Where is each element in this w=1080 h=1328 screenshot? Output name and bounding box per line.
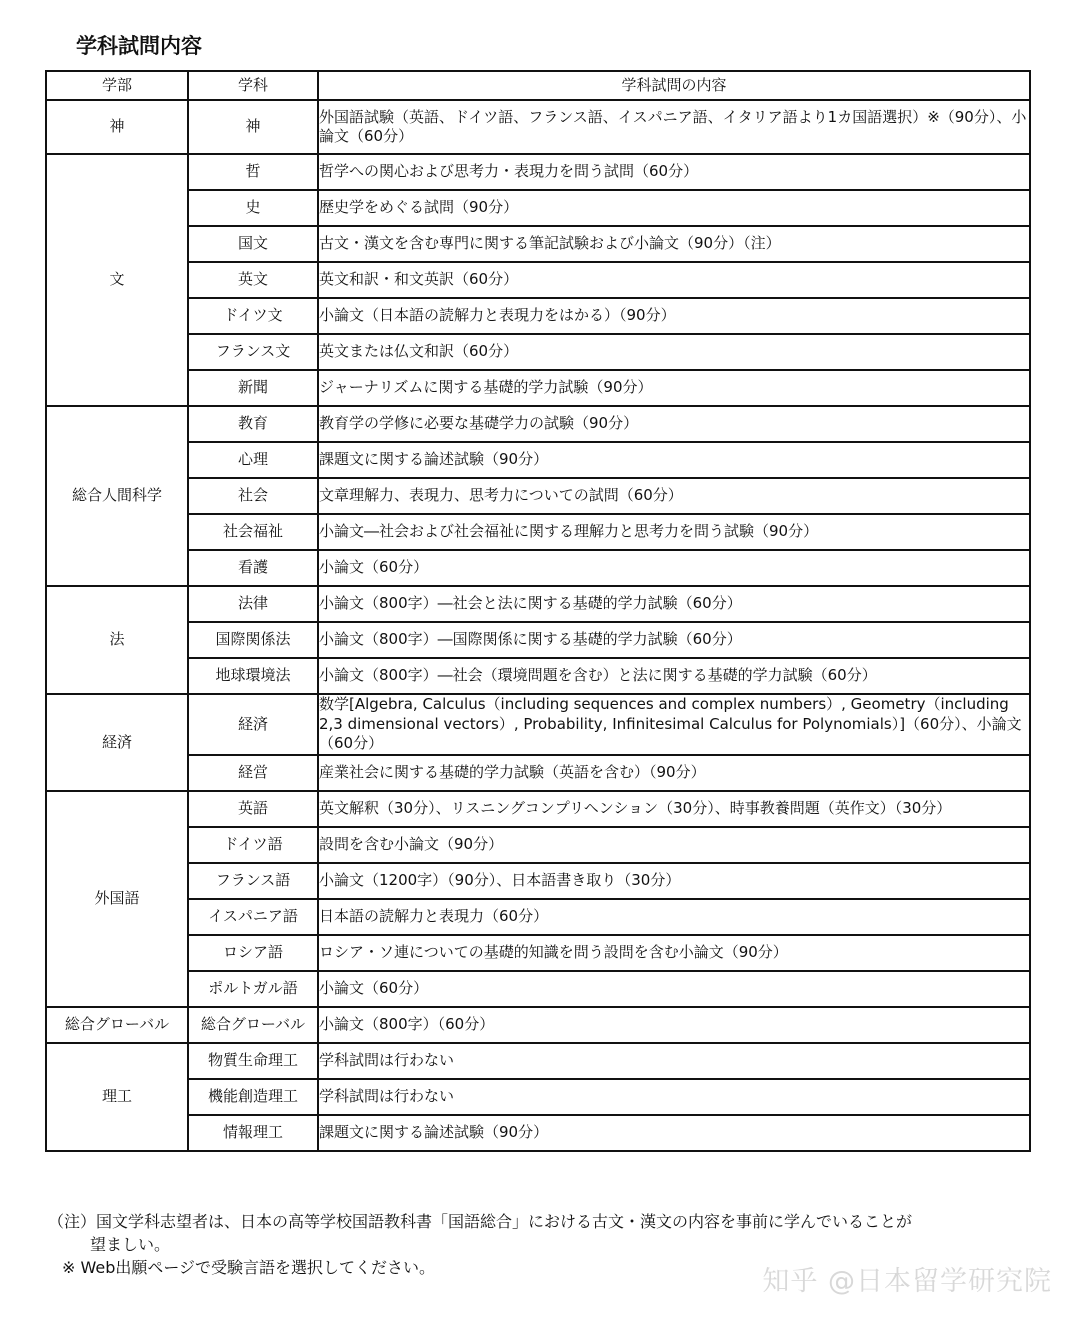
table-row: [46, 827, 1030, 863]
dept-cell: 新聞: [188, 370, 318, 406]
content-cell: 古文・漢文を含む専門に関する筆記試験および小論文（90分）（注）: [318, 226, 1030, 262]
table-row: [46, 791, 1030, 827]
dept-cell: ドイツ文: [188, 298, 318, 334]
header-dept: 学科: [188, 71, 318, 100]
table-row: [46, 971, 1030, 1007]
content-cell: 課題文に関する論述試験（90分）: [318, 442, 1030, 478]
table-row: [46, 190, 1030, 226]
table-row: [46, 935, 1030, 971]
table-row: [46, 442, 1030, 478]
faculty-cell: 理工: [46, 1043, 188, 1151]
dept-cell: 物質生命理工: [188, 1043, 318, 1079]
table-row: [46, 478, 1030, 514]
content-cell: 設問を含む小論文（90分）: [318, 827, 1030, 863]
faculty-cell: 外国語: [46, 791, 188, 1007]
dept-cell: 経営: [188, 755, 318, 791]
watermark: 知乎 @日本留学研究院: [762, 1266, 1052, 1297]
content-cell: 英文解釈（30分）、リスニングコンプリヘンション（30分）、時事教養問題（英作文）（30分）: [318, 791, 1030, 827]
header-faculty: 学部: [46, 71, 188, 100]
content-cell: ジャーナリズムに関する基礎的学力試験（90分）: [318, 370, 1030, 406]
dept-cell: フランス文: [188, 334, 318, 370]
table-row: [46, 755, 1030, 791]
faculty-cell: 経済: [46, 694, 188, 791]
note-web-application: ※ Web出願ページで受験言語を選択してください。: [62, 1258, 436, 1277]
dept-cell: 国文: [188, 226, 318, 262]
content-cell: 小論文（日本語の読解力と表現力をはかる）（90分）: [318, 298, 1030, 334]
content-cell: 教育学の学修に必要な基礎学力の試験（90分）: [318, 406, 1030, 442]
table-row: [46, 154, 1030, 190]
table-row: [46, 1079, 1030, 1115]
content-cell: 産業社会に関する基礎的学力試験（英語を含む）（90分）: [318, 755, 1030, 791]
table-row: [46, 694, 1030, 755]
content-cell: 小論文（800字）（60分）: [318, 1007, 1030, 1043]
note-kokubun: （注）国文学科志望者は、日本の高等学校国語教科書「国語総合」における古文・漢文の内容を事前に学んでいることが: [48, 1212, 913, 1231]
content-cell: 数学[Algebra, Calculus（including sequences and complex numbers）, Geometry（including 2,3 dimensional vectors）, Probability, Infinitesimal Calculus for Polynomials）]（60分）、小論文（60分）: [318, 694, 1030, 755]
content-cell: 文章理解力、表現力、思考力についての試問（60分）: [318, 478, 1030, 514]
header-row: [46, 71, 1030, 100]
table-row: [46, 1007, 1030, 1043]
dept-cell: イスパニア語: [188, 899, 318, 935]
faculty-cell: 神: [46, 100, 188, 154]
content-cell: 小論文―社会および社会福祉に関する理解力と思考力を問う試験（90分）: [318, 514, 1030, 550]
content-cell: 小論文（800字）―国際関係に関する基礎的学力試験（60分）: [318, 622, 1030, 658]
content-cell: 日本語の読解力と表現力（60分）: [318, 899, 1030, 935]
dept-cell: 国際関係法: [188, 622, 318, 658]
dept-cell: ドイツ語: [188, 827, 318, 863]
content-cell: 歴史学をめぐる試問（90分）: [318, 190, 1030, 226]
dept-cell: 英文: [188, 262, 318, 298]
dept-cell: フランス語: [188, 863, 318, 899]
table-row: [46, 899, 1030, 935]
table-row: [46, 1115, 1030, 1151]
dept-cell: ポルトガル語: [188, 971, 318, 1007]
dept-cell: 哲: [188, 154, 318, 190]
faculty-cell: 文: [46, 154, 188, 406]
dept-cell: 看護: [188, 550, 318, 586]
table-row: [46, 514, 1030, 550]
table-row: [46, 622, 1030, 658]
dept-cell: 法律: [188, 586, 318, 622]
header-content: 学科試問の内容: [318, 71, 1030, 100]
content-cell: 小論文（60分）: [318, 971, 1030, 1007]
table-row: [46, 100, 1030, 154]
table-row: [46, 658, 1030, 694]
note-kokubun-cont: 望ましい。: [90, 1235, 171, 1254]
dept-cell: 経済: [188, 694, 318, 755]
dept-cell: 機能創造理工: [188, 1079, 318, 1115]
table-row: [46, 298, 1030, 334]
content-cell: 英文または仏文和訳（60分）: [318, 334, 1030, 370]
content-cell: 小論文（800字）―社会と法に関する基礎的学力試験（60分）: [318, 586, 1030, 622]
content-cell: 哲学への関心および思考力・表現力を問う試問（60分）: [318, 154, 1030, 190]
dept-cell: 地球環境法: [188, 658, 318, 694]
dept-cell: 英語: [188, 791, 318, 827]
dept-cell: 総合グローバル: [188, 1007, 318, 1043]
table-row: [46, 550, 1030, 586]
content-cell: 英文和訳・和文英訳（60分）: [318, 262, 1030, 298]
content-cell: 外国語試験（英語、ドイツ語、フランス語、イスパニア語、イタリア語より1カ国語選択）※（90分）、小論文（60分）: [318, 100, 1030, 154]
table-row: [46, 586, 1030, 622]
table-row: [46, 863, 1030, 899]
dept-cell: 社会福祉: [188, 514, 318, 550]
content-cell: 学科試問は行わない: [318, 1079, 1030, 1115]
exam-content-table: [45, 70, 1031, 1152]
dept-cell: 神: [188, 100, 318, 154]
dept-cell: 情報理工: [188, 1115, 318, 1151]
faculty-cell: 総合グローバル: [46, 1007, 188, 1043]
dept-cell: 社会: [188, 478, 318, 514]
content-cell: 小論文（800字）―社会（環境問題を含む）と法に関する基礎的学力試験（60分）: [318, 658, 1030, 694]
page-title: 学科試問内容: [76, 34, 202, 58]
content-cell: 小論文（60分）: [318, 550, 1030, 586]
content-cell: 課題文に関する論述試験（90分）: [318, 1115, 1030, 1151]
content-cell: ロシア・ソ連についての基礎的知識を問う設問を含む小論文（90分）: [318, 935, 1030, 971]
content-cell: 学科試問は行わない: [318, 1043, 1030, 1079]
dept-cell: 史: [188, 190, 318, 226]
table-row: [46, 370, 1030, 406]
table-row: [46, 262, 1030, 298]
table-row: [46, 1043, 1030, 1079]
dept-cell: 心理: [188, 442, 318, 478]
table-row: [46, 334, 1030, 370]
table-row: [46, 406, 1030, 442]
faculty-cell: 法: [46, 586, 188, 694]
faculty-cell: 総合人間科学: [46, 406, 188, 586]
dept-cell: ロシア語: [188, 935, 318, 971]
table-row: [46, 226, 1030, 262]
dept-cell: 教育: [188, 406, 318, 442]
content-cell: 小論文（1200字）（90分）、日本語書き取り（30分）: [318, 863, 1030, 899]
